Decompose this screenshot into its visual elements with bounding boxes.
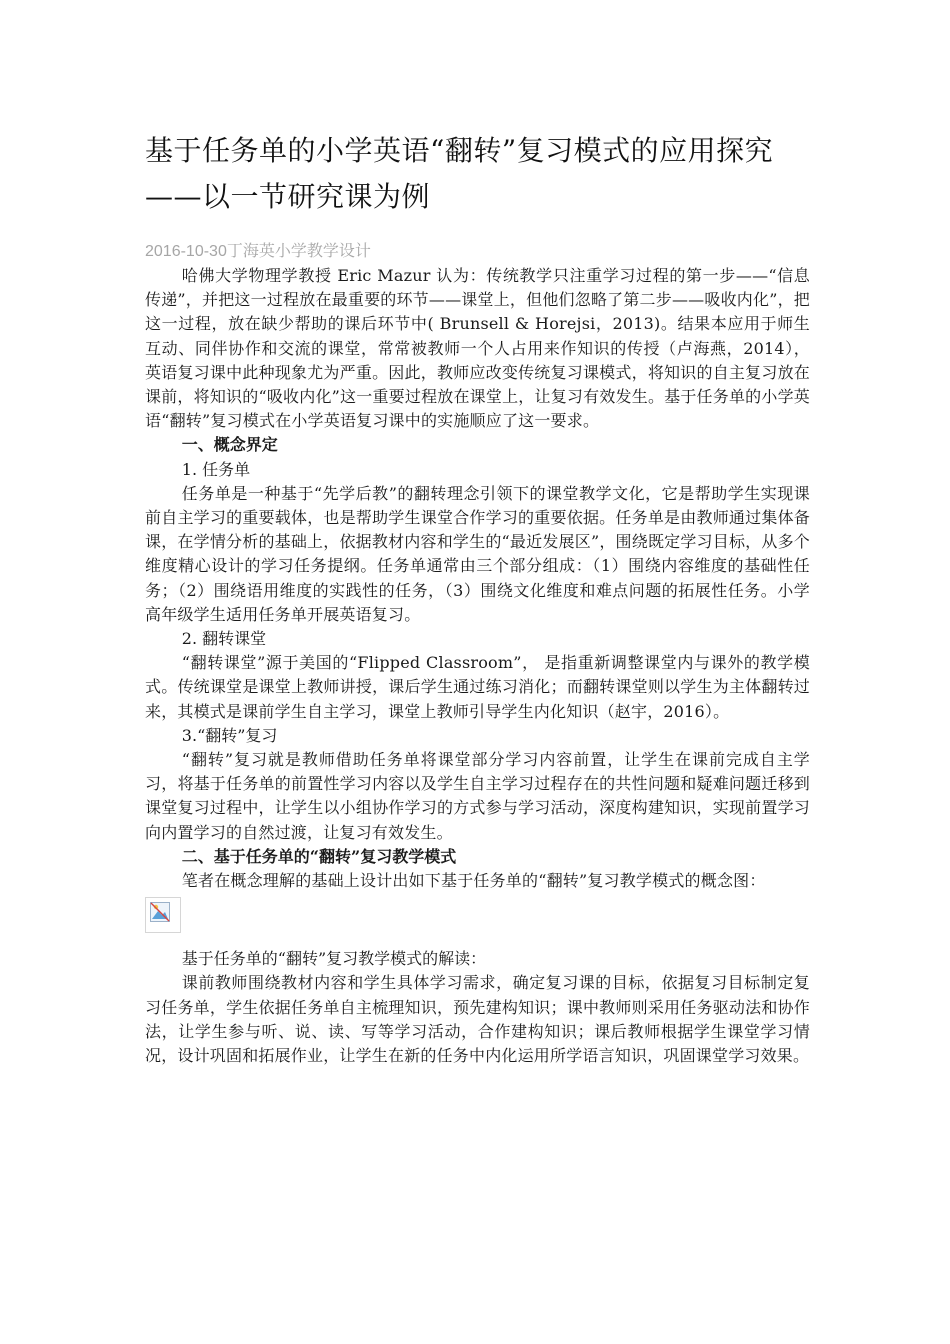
title-line-1: 基于任务单的小学英语“翻转”复习模式的应用探究 <box>145 134 774 167</box>
subheading-flipped-classroom: 2. 翻转课堂 <box>181 629 267 649</box>
document-page <box>145 128 810 1068</box>
article-title <box>145 128 810 220</box>
section-heading-concepts: 一、概念界定 <box>181 435 278 455</box>
subheading-flipped-review: 3.“翻转”复习 <box>181 725 278 745</box>
subheading-task-sheet: 1. 任务单 <box>181 459 251 479</box>
paragraph-model-intro: 笔者在概念理解的基础上设计出如下基于任务单的“翻转”复习教学模式的概念图： <box>181 871 766 891</box>
paragraph-flipped-review: “翻转”复习就是教师借助任务单将课堂部分学习内容前置，让学生在课前完成自主学习，将基于任务单的前置性学习内容以及学生自主学习过程存在的共性问题和疑难问题迁移到课堂复习过程中，让学生以小组协作学习的方式参与学习活动，深度构建知识，实现前置学习向内置学习的自然过渡，让复习有效发生。 <box>145 750 810 842</box>
broken-image-glyph <box>150 902 170 922</box>
subheading-model-interpretation: 基于任务单的“翻转”复习教学模式的解读： <box>181 949 487 969</box>
intro-paragraph: 哈佛大学物理学教授 Eric Mazur 认为：传统教学只注重学习过程的第一步——“信息传递”，并把这一过程放在最重要的环节——课堂上，但他们忽略了第二步——吸收内化”，把这一过程，放在缺少帮助的课后环节中( Brunsell & Horejsi，2013)。结果本应用于师生互动、同伴协作和交流的课堂，常常被教师一个人占用来作知识的传授（卢海燕，2014），英语复习课中此种现象尤为严重。因此，教师应改变传统复习课模式，将知识的自主复习放在课前，将知识的“吸收内化”这一重要过程放在课堂上，让复习有效发生。基于任务单的小学英语“翻转”复习模式在小学英语复习课中的实施顺应了这一要求。 <box>145 266 810 431</box>
article-meta: 2016-10-30丁海英小学教学设计 <box>145 243 371 260</box>
paragraph-flipped-classroom: “翻转课堂”源于美国的“Flipped Classroom”， 是指重新调整课堂内与课外的教学模式。传统课堂是课堂上教师讲授，课后学生通过练习消化；而翻转课堂则以学生为主体翻转过来，其模式是课前学生自主学习，课堂上教师引导学生内化知识（赵宇，2016）。 <box>145 653 810 721</box>
title-line-2: ——以一节研究课为例 <box>145 180 431 213</box>
broken-image-icon[interactable] <box>145 897 181 933</box>
section-heading-teaching-model: 二、基于任务单的“翻转”复习教学模式 <box>181 846 457 866</box>
paragraph-task-sheet: 任务单是一种基于“先学后教”的翻转理念引领下的课堂教学文化，它是帮助学生实现课前自主学习的重要载体，也是帮助学生课堂合作学习的重要依据。任务单是由教师通过集体备课，在学情分析的基础上，依据教材内容和学生的“最近发展区”，围绕既定学习目标，从多个维度精心设计的学习任务提纲。任务单通常由三个部分组成：（1）围绕内容维度的基础性任务；（2）围绕语用维度的实践性的任务，（3）围绕文化维度和难点问题的拓展性任务。小学高年级学生适用任务单开展英语复习。 <box>145 483 810 624</box>
paragraph-model-interpretation: 课前教师围绕教材内容和学生具体学习需求，确定复习课的目标，依据复习目标制定复习任务单，学生依据任务单自主梳理知识，预先建构知识；课中教师则采用任务驱动法和协作法，让学生参与听、说、读、写等学习活动，合作建构知识；课后教师根据学生课堂学习情况，设计巩固和拓展作业，让学生在新的任务中内化运用所学语言知识，巩固课堂学习效果。 <box>145 973 810 1066</box>
